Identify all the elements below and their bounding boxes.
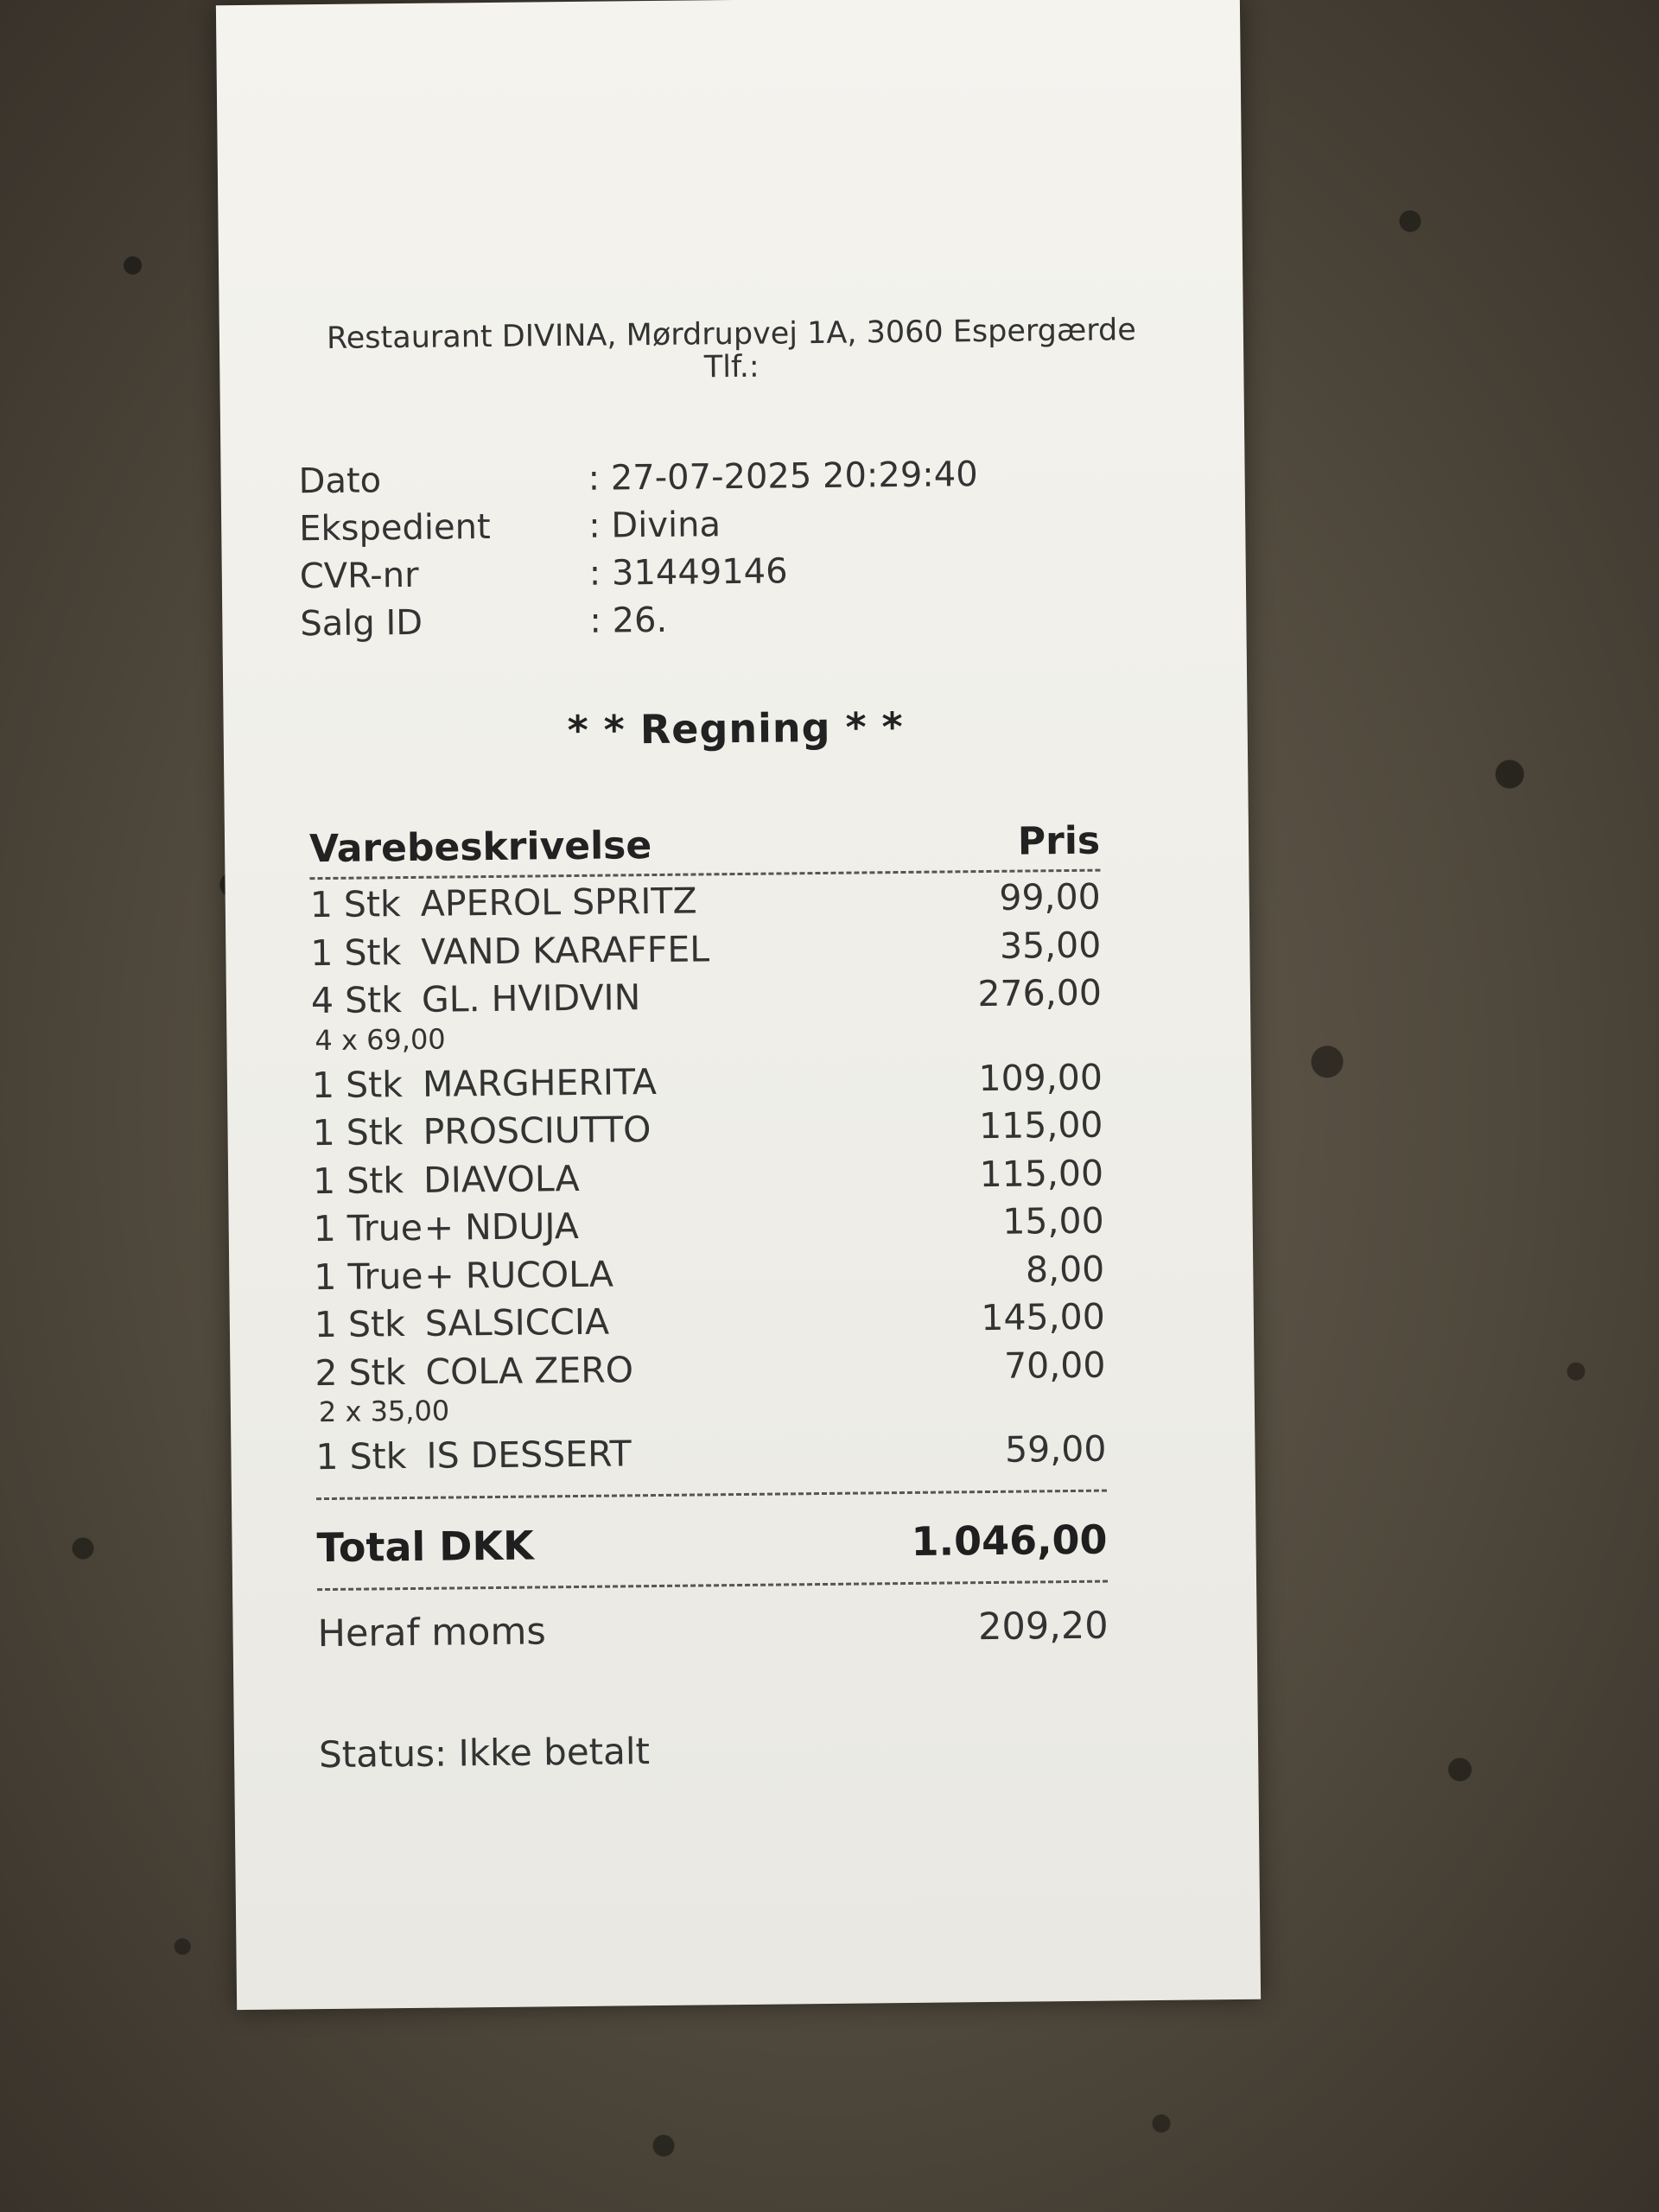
- list-item: [312, 1102, 1103, 1158]
- total-row: [316, 1500, 1108, 1586]
- item-quantity: 1 Stk: [311, 1063, 404, 1106]
- info-value: : 26.: [589, 600, 668, 641]
- item-price: 59,00: [1004, 1427, 1107, 1471]
- receipt-header: [219, 313, 1244, 389]
- item-name: IS DESSERT: [426, 1433, 632, 1477]
- item-description: [312, 1058, 657, 1109]
- item-price: 115,00: [979, 1152, 1104, 1195]
- item-name: + NDUJA: [423, 1205, 580, 1249]
- info-value: : 27-07-2025 20:29:40: [588, 454, 978, 499]
- list-item: [315, 1426, 1107, 1482]
- item-name: SALSICCIA: [424, 1300, 610, 1344]
- item-description: [315, 1299, 610, 1350]
- info-row-cvr: [300, 546, 980, 601]
- divider: [316, 1489, 1107, 1500]
- phone-label: Tlf.:: [703, 349, 760, 385]
- info-label: Ekspedient: [298, 506, 491, 550]
- item-name: VAND KARAFFEL: [421, 927, 710, 973]
- receipt: [216, 0, 1261, 2010]
- item-description: [313, 1203, 579, 1254]
- column-price: Pris: [1017, 818, 1101, 864]
- table-header: [309, 817, 1101, 876]
- item-description: [313, 1154, 580, 1205]
- item-quantity: 2 Stk: [315, 1351, 406, 1394]
- item-price: 70,00: [1003, 1344, 1106, 1387]
- item-price: 109,00: [978, 1056, 1103, 1099]
- info-label: CVR-nr: [299, 555, 419, 597]
- item-quantity: 1 Stk: [312, 1111, 404, 1154]
- total-value: 1.046,00: [911, 1516, 1108, 1565]
- info-row-sale-id: [300, 594, 980, 648]
- info-value: : 31449146: [588, 551, 788, 594]
- vat-label: Heraf moms: [317, 1609, 546, 1656]
- item-price: 276,00: [977, 971, 1103, 1015]
- item-description: [312, 1106, 651, 1158]
- item-unit-breakdown: 2 x 35,00: [318, 1394, 450, 1429]
- item-name: DIAVOLA: [423, 1157, 580, 1201]
- item-name: APEROL SPRITZ: [420, 880, 697, 925]
- list-item: [314, 1245, 1105, 1301]
- info-value: : Divina: [588, 505, 721, 546]
- item-quantity: 1 Stk: [312, 1159, 404, 1202]
- item-quantity: 1 Stk: [315, 1435, 407, 1478]
- item-description: [315, 1346, 633, 1397]
- receipt-title: * * Regning * *: [567, 702, 904, 754]
- list-item: [313, 1149, 1104, 1205]
- item-quantity: 1 True: [313, 1206, 423, 1250]
- item-price: 35,00: [999, 924, 1102, 967]
- item-unit-breakdown: 4 x 69,00: [315, 1022, 446, 1057]
- item-description: [315, 1430, 632, 1481]
- list-item: [315, 1294, 1106, 1350]
- info-label: Dato: [298, 461, 382, 502]
- item-description: [314, 1250, 613, 1301]
- items-table: [309, 817, 1110, 1781]
- column-description: Varebeskrivelse: [308, 823, 652, 872]
- item-price: 8,00: [1025, 1248, 1105, 1291]
- item-description: [310, 877, 697, 929]
- vat-value: 209,20: [977, 1604, 1109, 1649]
- item-quantity: 1 Stk: [310, 931, 402, 974]
- payment-status: Status: Ikke betalt: [318, 1729, 651, 1776]
- list-item: [310, 921, 1102, 977]
- item-quantity: 1 Stk: [309, 883, 402, 926]
- restaurant-address: Restaurant DIVINA, Mørdrupvej 1A, 3060 Espergærde: [326, 313, 1136, 356]
- item-price: 15,00: [1002, 1199, 1104, 1243]
- list-item: [313, 1198, 1104, 1254]
- item-name: + RUCOLA: [424, 1253, 614, 1297]
- item-name: COLA ZERO: [425, 1348, 634, 1393]
- list-item: [310, 874, 1102, 930]
- vat-row: [317, 1599, 1109, 1660]
- item-list: [310, 874, 1107, 1482]
- item-description: [311, 974, 641, 1025]
- item-quantity: 1 True: [314, 1255, 423, 1298]
- receipt-info: [298, 451, 979, 648]
- item-price: 115,00: [978, 1103, 1103, 1147]
- item-quantity: 4 Stk: [310, 979, 403, 1022]
- item-description: [310, 925, 709, 977]
- item-quantity: 1 Stk: [314, 1303, 406, 1346]
- item-price: 145,00: [981, 1295, 1106, 1339]
- item-name: MARGHERITA: [422, 1060, 658, 1105]
- item-name: PROSCIUTTO: [423, 1109, 652, 1153]
- info-row-clerk: [299, 499, 979, 553]
- info-label: Salg ID: [300, 602, 423, 645]
- info-row-date: [298, 451, 978, 505]
- list-item: [312, 1053, 1103, 1109]
- item-price: 99,00: [999, 875, 1101, 918]
- total-label: Total DKK: [316, 1522, 535, 1571]
- item-name: GL. HVIDVIN: [421, 976, 641, 1020]
